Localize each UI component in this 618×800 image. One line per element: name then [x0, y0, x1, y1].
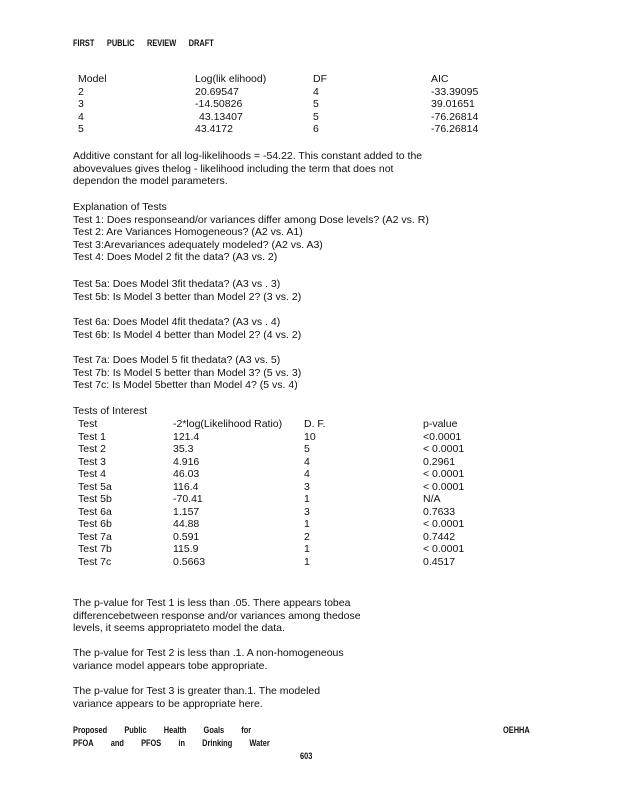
table-cell: 116.4 [173, 480, 199, 493]
table-row [78, 506, 498, 519]
table-cell: 115.9 [173, 543, 199, 555]
table-cell: Test 6b [78, 518, 112, 530]
tests-table [78, 418, 498, 568]
table-row [78, 493, 498, 506]
table-cell: 0.4517 [423, 555, 456, 568]
text-line: Test 7a: Does Model 5 fit thedata? (A3 vs. 5) [73, 354, 281, 366]
table-cell: < 0.0001 [423, 480, 465, 493]
table-cell: -33.39095 [431, 85, 479, 98]
footer-agency: OEHHA [503, 725, 530, 736]
table-cell: Test 4 [78, 468, 107, 480]
test7-description [73, 354, 301, 392]
table-cell: < 0.0001 [423, 468, 465, 480]
table-cell: 43.13407 [199, 110, 243, 123]
table-cell: 2 [304, 530, 310, 543]
table-cell: < 0.0001 [423, 443, 465, 455]
table-cell: 121.4 [173, 430, 200, 443]
table-cell: Test 1 [78, 430, 107, 443]
footer-word: Health [163, 725, 187, 736]
table-cell: Test 7c [78, 555, 112, 568]
text-line: Test 3:Arevariances adequately modeled? (A2 vs. A3) [73, 238, 323, 251]
footer-word: Goals [203, 725, 225, 736]
table-row [78, 556, 498, 569]
text-line: Test 7c: Is Model 5better than Model 4? (5 vs. 4) [73, 379, 298, 391]
tests-table-header [78, 418, 498, 431]
text-line: variance model appears tobe appropriate. [73, 659, 268, 672]
table-cell: 1 [304, 555, 310, 568]
table-row [78, 481, 498, 494]
table-cell: 0.2961 [423, 455, 456, 468]
table-cell: 2 [78, 85, 84, 98]
table-row [78, 123, 498, 136]
conclusion-test3 [73, 685, 320, 710]
footer-word: and [110, 738, 124, 749]
footer-word: for [241, 725, 252, 736]
table-cell: -14.50826 [195, 98, 243, 110]
table-cell: 1 [304, 543, 310, 555]
table-cell: 4 [78, 110, 84, 123]
table-cell: 5 [313, 98, 319, 110]
text-line: Test 5b: Is Model 3 better than Model 2? (3 vs. 2) [73, 290, 302, 303]
header-word: FIRST [73, 38, 95, 49]
column-header: DF [313, 73, 327, 85]
header-word: DRAFT [188, 38, 214, 49]
column-header: D. F. [304, 418, 326, 430]
table-cell: Test 7b [78, 543, 112, 555]
table-cell: Test 5b [78, 493, 112, 505]
table-row [78, 431, 498, 444]
text-line: Test 6a: Does Model 4fit thedata? (A3 vs . 4) [73, 316, 281, 328]
table-cell: 3 [304, 480, 310, 493]
text-line: Test 6b: Is Model 4 better than Model 2? (4 vs. 2) [73, 328, 302, 341]
footer-word: in [178, 738, 186, 749]
table-row [78, 111, 498, 124]
text-line: Test 1: Does responseand/or variances differ among Dose levels? (A2 vs. R) [73, 213, 429, 226]
header-word: REVIEW [146, 38, 177, 49]
table-cell: Test 5a [78, 480, 112, 493]
conclusion-test1 [73, 597, 361, 635]
text-line: Test 2: Are Variances Homogeneous? (A2 vs. A1) [73, 226, 303, 238]
table-cell: 0.7633 [423, 505, 456, 518]
additive-constant-paragraph [73, 150, 422, 188]
table-cell: -70.41 [173, 493, 203, 505]
table-row [78, 98, 498, 111]
table-cell: 1.157 [173, 505, 200, 518]
footer-word: PFOA [73, 738, 94, 749]
text-line: Test 5a: Does Model 3fit thedata? (A3 vs . 3) [73, 278, 281, 290]
table-cell: < 0.0001 [423, 518, 465, 530]
table-cell: 46.03 [173, 468, 200, 480]
column-header: AIC [431, 73, 449, 85]
table-cell: 10 [304, 430, 316, 443]
text-line: The p-value for Test 2 is less than .1. A non-homogeneous [73, 647, 344, 659]
text-line: differencebetween response and/or variances among thedose [73, 609, 361, 622]
column-header: p-value [423, 418, 458, 430]
test6-description [73, 316, 301, 341]
table-cell: < 0.0001 [423, 543, 465, 555]
table-row [78, 531, 498, 544]
text-line: Test 7b: Is Model 5 better than Model 3? (5 vs. 3) [73, 366, 302, 379]
page-number: 603 [300, 751, 313, 762]
table-cell: 3 [78, 98, 84, 110]
text-line: levels, it seems appropriateto model the data. [73, 622, 285, 634]
table-cell: Test 6a [78, 505, 112, 518]
table-cell: 4 [304, 468, 310, 480]
section-heading: Tests of Interest [73, 405, 148, 417]
footer-word: Proposed [73, 725, 108, 736]
text-line: The p-value for Test 1 is less than .05. There appears tobea [73, 597, 351, 609]
column-header: Model [78, 73, 107, 85]
table-cell: 0.591 [173, 530, 200, 543]
column-header: Test [78, 418, 98, 430]
table-cell: 43.4172 [195, 123, 233, 135]
table-cell: 44.88 [173, 518, 200, 530]
table-row [78, 543, 498, 556]
table-cell: Test 3 [78, 455, 107, 468]
explanation-of-tests [73, 201, 429, 264]
test5-description [73, 278, 301, 303]
table-cell: 4.916 [173, 455, 200, 468]
table-cell: -76.26814 [431, 123, 479, 135]
table-cell: 3 [304, 505, 310, 518]
conclusion-test2 [73, 647, 344, 672]
table-cell: 0.7442 [423, 530, 456, 543]
table-cell: 6 [313, 123, 319, 135]
table-row [78, 443, 498, 456]
footer-word: PFOS [141, 738, 162, 749]
footer-word: Drinking [202, 738, 233, 749]
column-header: Log(lik elihood) [195, 73, 267, 85]
table-row [78, 456, 498, 469]
header-word: PUBLIC [106, 38, 135, 49]
text-line: dependon the model parameters. [73, 175, 228, 187]
model-table [78, 73, 498, 136]
text-line: variance appears to be appropriate here. [73, 697, 263, 710]
table-row [78, 518, 498, 531]
table-cell: <0.0001 [423, 430, 462, 443]
table-cell: 1 [304, 493, 310, 505]
table-cell: 20.69547 [195, 85, 239, 98]
table-cell: 39.01651 [431, 98, 475, 110]
table-cell: 4 [313, 85, 319, 98]
table-cell: 0.5663 [173, 555, 206, 568]
table-cell: 1 [304, 518, 310, 530]
table-cell: 5 [304, 443, 310, 455]
draft-header [73, 38, 226, 49]
table-cell: 5 [78, 123, 84, 135]
text-line: abovevalues gives thelog - likelihood including the term that does not [73, 162, 394, 175]
footer-line-1 [73, 725, 268, 736]
footer-word: Public [124, 725, 147, 736]
table-cell: 4 [304, 455, 310, 468]
tests-of-interest-title [73, 405, 147, 418]
table-cell: Test 2 [78, 443, 107, 455]
table-row [78, 468, 498, 481]
section-heading: Explanation of Tests [73, 201, 167, 213]
column-header: -2*log(Likelihood Ratio) [173, 418, 283, 430]
table-cell: 35.3 [173, 443, 194, 455]
text-line: The p-value for Test 3 is greater than.1. The modeled [73, 685, 321, 697]
text-line: Test 4: Does Model 2 fit the data? (A3 vs. 2) [73, 251, 278, 263]
table-cell: N/A [423, 493, 441, 505]
model-table-header [78, 73, 498, 86]
footer-line-2 [73, 738, 287, 749]
footer-word: Water [249, 738, 270, 749]
table-cell: 5 [313, 110, 319, 123]
text-line: Additive constant for all log-likelihoods = -54.22. This constant added to the [73, 150, 423, 162]
table-row [78, 86, 498, 99]
table-cell: Test 7a [78, 530, 112, 543]
table-cell: -76.26814 [431, 110, 479, 123]
